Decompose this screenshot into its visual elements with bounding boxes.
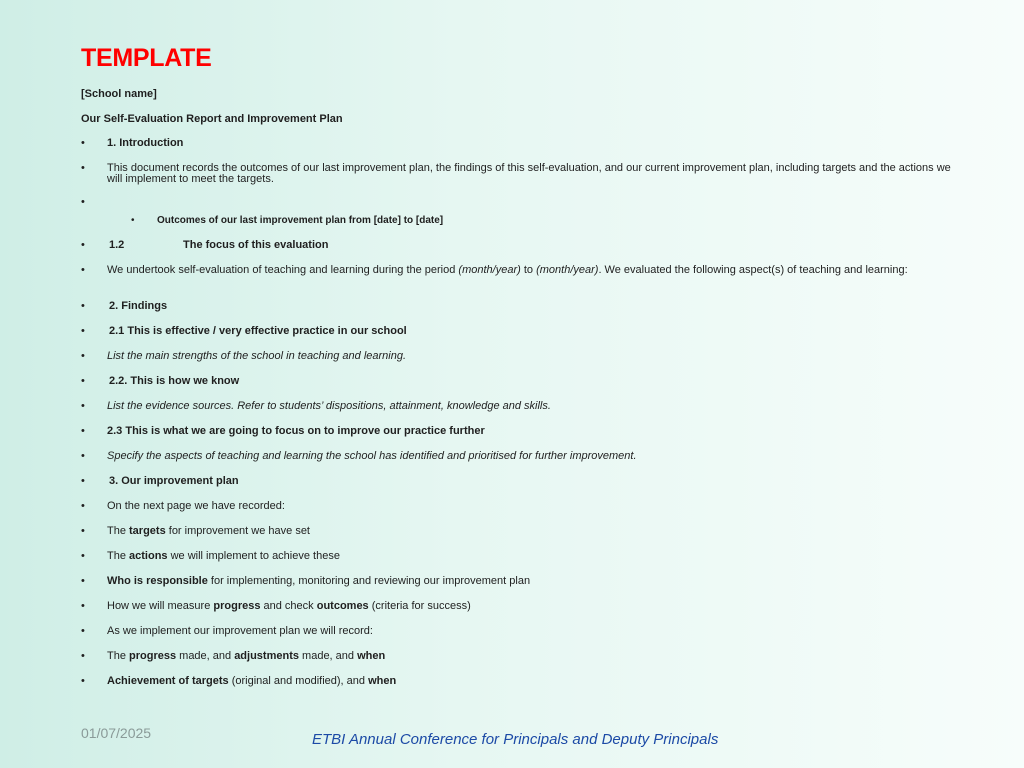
list-item xyxy=(81,265,961,276)
text-run: The xyxy=(107,550,130,562)
text-run: We undertook self-evaluation of teaching and learning during the period xyxy=(107,264,459,276)
bullet-dot: • xyxy=(81,575,85,587)
effective-heading: 2.1 This is effective / very effective practice in our school xyxy=(109,325,407,337)
footer-date: 01/07/2025 xyxy=(81,725,152,741)
list-item xyxy=(81,163,961,185)
slide-title: TEMPLATE xyxy=(81,44,212,72)
bullet-dot: • xyxy=(81,600,85,612)
list-item xyxy=(81,526,961,537)
focus-number: 1.2 xyxy=(109,239,125,251)
list-item xyxy=(81,576,961,587)
school-name: [School name] xyxy=(81,88,157,100)
targets-text xyxy=(107,526,961,537)
findings-heading: 2. Findings xyxy=(109,300,168,312)
progress-text xyxy=(107,651,961,662)
text-run: The xyxy=(107,525,130,537)
strengths-text: List the main strengths of the school in teaching and learning. xyxy=(107,350,407,362)
achievement-text xyxy=(107,676,961,687)
next-page-text: On the next page we have recorded: xyxy=(107,500,285,512)
text-run: for implementing, monitoring and reviewing our improvement plan xyxy=(207,575,531,587)
how-know-heading: 2.2. This is how we know xyxy=(109,375,240,387)
text-run: progress xyxy=(129,650,177,662)
text-run: to xyxy=(520,264,537,276)
list-item xyxy=(81,376,961,387)
list-item xyxy=(81,551,961,562)
bullet-dot: • xyxy=(81,137,85,149)
bullet-dot: • xyxy=(81,196,85,208)
bullet-dot: • xyxy=(81,350,85,362)
bullet-dot: • xyxy=(81,650,85,662)
list-item xyxy=(81,651,961,662)
evidence-text: List the evidence sources. Refer to students’ dispositions, attainment, knowledge and skills. xyxy=(107,400,551,412)
footer-conference: ETBI Annual Conference for Principals and Deputy Principals xyxy=(312,731,719,748)
text-run: made, and xyxy=(176,650,235,662)
list-item xyxy=(81,676,961,687)
plan-heading: 3. Our improvement plan xyxy=(109,475,239,487)
bullet-dot: • xyxy=(81,450,85,462)
intro-heading: 1. Introduction xyxy=(107,137,184,149)
text-run: we will implement to achieve these xyxy=(167,550,340,562)
list-item xyxy=(81,240,961,251)
list-item xyxy=(81,326,961,337)
outcomes-subheading: Outcomes of our last improvement plan from [date] to [date] xyxy=(157,215,444,226)
measure-text xyxy=(107,601,961,612)
actions-text xyxy=(107,551,961,562)
bullet-dot: • xyxy=(81,300,85,312)
bullet-dot: • xyxy=(81,325,85,337)
text-run: How we will measure xyxy=(107,600,214,612)
text-run: targets xyxy=(129,525,166,537)
bullet-dot: • xyxy=(81,425,85,437)
bullet-dot: • xyxy=(81,500,85,512)
text-run: (criteria for success) xyxy=(368,600,471,612)
list-item xyxy=(81,626,961,637)
list-item xyxy=(81,138,961,149)
text-run: (month/year) xyxy=(458,264,521,276)
list-item xyxy=(81,301,961,312)
list-item xyxy=(131,215,731,226)
list-item xyxy=(81,351,961,362)
focus-improve-heading: 2.3 This is what we are going to focus on to improve our practice further xyxy=(107,425,485,437)
text-run: (month/year) xyxy=(536,264,599,276)
text-run: progress xyxy=(213,600,261,612)
list-item xyxy=(81,401,961,412)
who-text xyxy=(107,576,961,587)
text-run: . We evaluated the following aspect(s) of teaching and learning: xyxy=(598,264,908,276)
bullet-dot: • xyxy=(81,239,85,251)
text-run: outcomes xyxy=(316,600,369,612)
bullet-dot: • xyxy=(81,625,85,637)
text-run: when xyxy=(357,650,386,662)
record-text: As we implement our improvement plan we will record: xyxy=(107,625,373,637)
intro-text: This document records the outcomes of our last improvement plan, the findings of this self-evaluation, and our current improvement plan, including targets and the actions we will implement to meet the targets. xyxy=(107,162,951,185)
text-run: and check xyxy=(260,600,317,612)
text-run: actions xyxy=(129,550,168,562)
focus-heading: The focus of this evaluation xyxy=(183,239,329,251)
list-item xyxy=(81,476,961,487)
bullet-dot: • xyxy=(81,162,85,174)
text-run: Achievement of targets xyxy=(107,675,229,687)
report-title: Our Self-Evaluation Report and Improvement Plan xyxy=(81,113,343,125)
bullet-dot: • xyxy=(81,400,85,412)
bullet-dot: • xyxy=(81,550,85,562)
bullet-dot: • xyxy=(81,264,85,276)
undertook-text xyxy=(107,265,961,276)
list-item xyxy=(81,601,961,612)
text-run: made, and xyxy=(298,650,358,662)
text-run: for improvement we have set xyxy=(165,525,310,537)
list-item xyxy=(81,501,961,512)
bullet-dot: • xyxy=(131,215,135,226)
specify-text: Specify the aspects of teaching and learning the school has identified and prioritised for further improvement. xyxy=(107,450,637,462)
bullet-dot: • xyxy=(81,525,85,537)
text-run: when xyxy=(368,675,397,687)
text-run: (original and modified), and xyxy=(228,675,369,687)
text-run: Who is responsible xyxy=(107,575,208,587)
text-run: The xyxy=(107,650,130,662)
bullet-dot: • xyxy=(81,675,85,687)
text-run: adjustments xyxy=(234,650,299,662)
list-item xyxy=(81,451,961,462)
bullet-dot: • xyxy=(81,375,85,387)
bullet-dot: • xyxy=(81,475,85,487)
list-item xyxy=(81,426,961,437)
